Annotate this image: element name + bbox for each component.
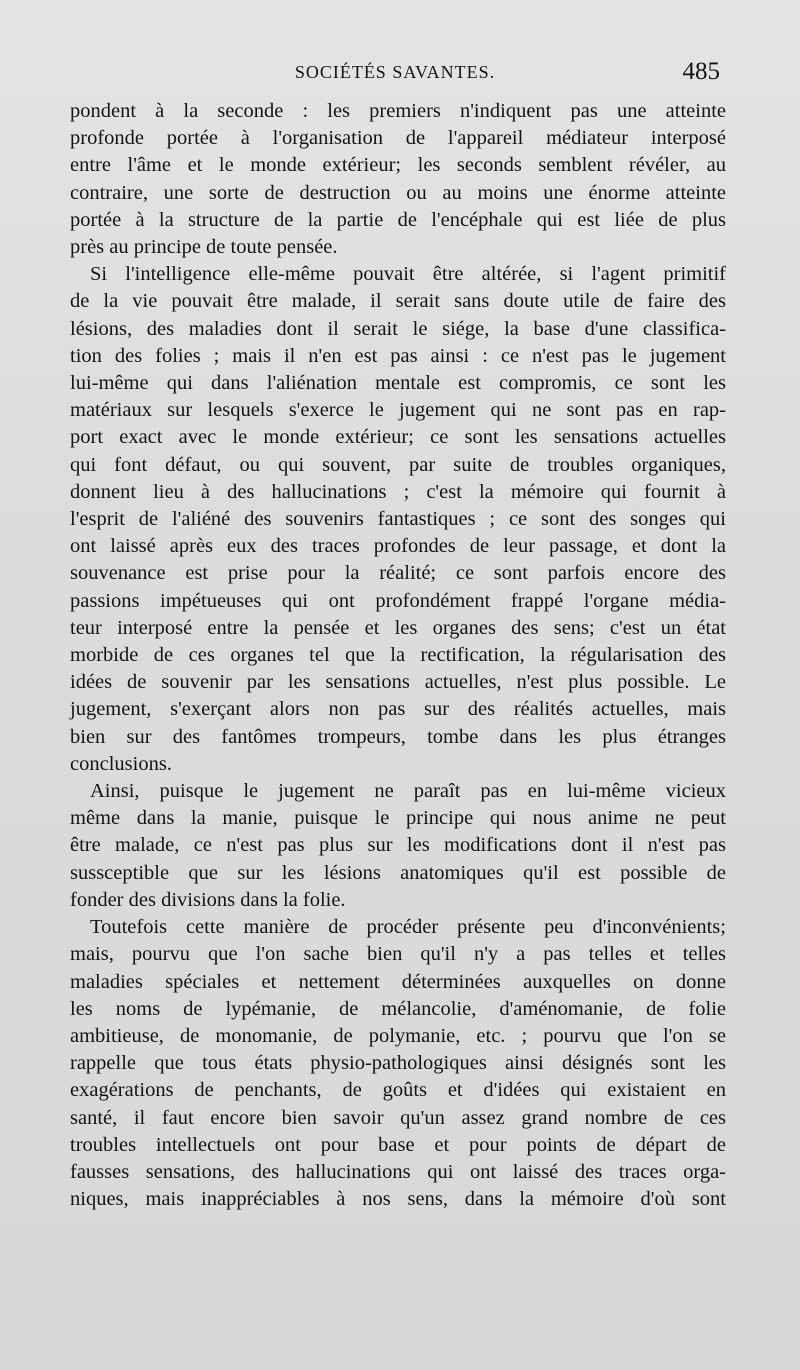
- text-line: exagérations de penchants, de goûts et d'idées qui existaient en: [70, 1079, 726, 1102]
- text-line: Si l'intelligence elle-même pouvait être altérée, si l'agent primitif: [90, 263, 726, 286]
- text-line: bien sur des fantômes trompeurs, tombe dans les plus étranges: [70, 725, 726, 748]
- text-line: jugement, s'exerçant alors non pas sur des réalités actuelles, mais: [70, 698, 726, 721]
- text-line: être malade, ce n'est pas plus sur les modifications dont il n'est pas: [70, 834, 726, 857]
- text-line: matériaux sur lesquels s'exerce le jugement qui ne sont pas en rap-: [70, 399, 726, 422]
- text-line: donnent lieu à des hallucinations ; c'est la mémoire qui fournit à: [70, 480, 726, 503]
- text-line: pondent à la seconde : les premiers n'indiquent pas une atteinte: [70, 100, 726, 122]
- text-line: de la vie pouvait être malade, il serait sans doute utile de faire des: [70, 290, 726, 313]
- text-line: même dans la manie, puisque le principe qui nous anime ne peut: [70, 807, 726, 830]
- text-line: l'esprit de l'aliéné des souvenirs fantastiques ; ce sont des songes qui: [70, 508, 726, 531]
- text-line: troubles intellectuels ont pour base et pour points de départ de: [70, 1133, 726, 1156]
- text-line: près au principe de toute pensée.: [70, 236, 338, 259]
- text-line: passions impétueuses qui ont profondément frappé l'organe média-: [70, 589, 726, 612]
- paragraph: [70, 98, 726, 261]
- text-line: entre l'âme et le monde extérieur; les seconds semblent révéler, au: [70, 154, 726, 177]
- text-line: mais, pourvu que l'on sache bien qu'il n'y a pas telles et telles: [70, 943, 726, 966]
- text-line: port exact avec le monde extérieur; ce sont les sensations actuelles: [70, 426, 726, 449]
- text-line: Toutefois cette manière de procéder présente peu d'inconvénients;: [90, 916, 726, 939]
- text-line: lésions, des maladies dont il serait le siége, la base d'une classifica-: [70, 317, 726, 340]
- text-line: sussceptible que sur les lésions anatomiques qu'il est possible de: [70, 861, 726, 884]
- text-line: lui-même qui dans l'aliénation mentale est compromis, ce sont les: [70, 372, 726, 395]
- text-line: contraire, une sorte de destruction ou au moins une énorme atteinte: [70, 181, 726, 204]
- running-head: SOCIÉTÉS SAVANTES.: [294, 62, 496, 82]
- paragraph: [70, 914, 726, 1213]
- text-line: rappelle que tous états physio-pathologiques ainsi désignés sont les: [70, 1052, 726, 1075]
- text-line: idées de souvenir par les sensations actuelles, n'est plus possible. Le: [70, 671, 726, 694]
- page-header: [70, 58, 720, 90]
- text-line: les noms de lypémanie, de mélancolie, d'aménomanie, de folie: [70, 997, 726, 1020]
- text-line: fonder des divisions dans la folie.: [70, 888, 346, 911]
- text-line: fausses sensations, des hallucinations qui ont laissé des traces orga-: [70, 1160, 726, 1183]
- paragraph: [70, 261, 726, 778]
- paragraph: [70, 778, 726, 914]
- text-line: ont laissé après eux des traces profondes de leur passage, et dont la: [70, 535, 726, 558]
- text-line: profonde portée à l'organisation de l'appareil médiateur interposé: [70, 127, 726, 150]
- text-line: morbide de ces organes tel que la rectification, la régularisation des: [70, 644, 726, 667]
- text-line: conclusions.: [70, 752, 172, 775]
- body-text: [70, 98, 726, 1213]
- text-line: souvenance est prise pour la réalité; ce sont parfois encore des: [70, 562, 726, 585]
- text-line: Ainsi, puisque le jugement ne paraît pas en lui-même vicieux: [90, 780, 726, 803]
- text-line: teur interposé entre la pensée et les organes des sens; c'est un état: [70, 616, 726, 639]
- text-line: maladies spéciales et nettement déterminées auxquelles on donne: [70, 970, 726, 993]
- text-line: qui font défaut, ou qui souvent, par suite de troubles organiques,: [70, 453, 726, 476]
- text-line: portée à la structure de la partie de l'encéphale qui est liée de plus: [70, 208, 726, 231]
- text-line: santé, il faut encore bien savoir qu'un assez grand nombre de ces: [70, 1106, 726, 1129]
- page-number: 485: [682, 58, 720, 85]
- text-line: tion des folies ; mais il n'en est pas ainsi : ce n'est pas le jugement: [70, 344, 726, 367]
- text-line: niques, mais inappréciables à nos sens, dans la mémoire d'où sont: [70, 1188, 726, 1211]
- text-line: ambitieuse, de monomanie, de polymanie, etc. ; pourvu que l'on se: [70, 1024, 726, 1047]
